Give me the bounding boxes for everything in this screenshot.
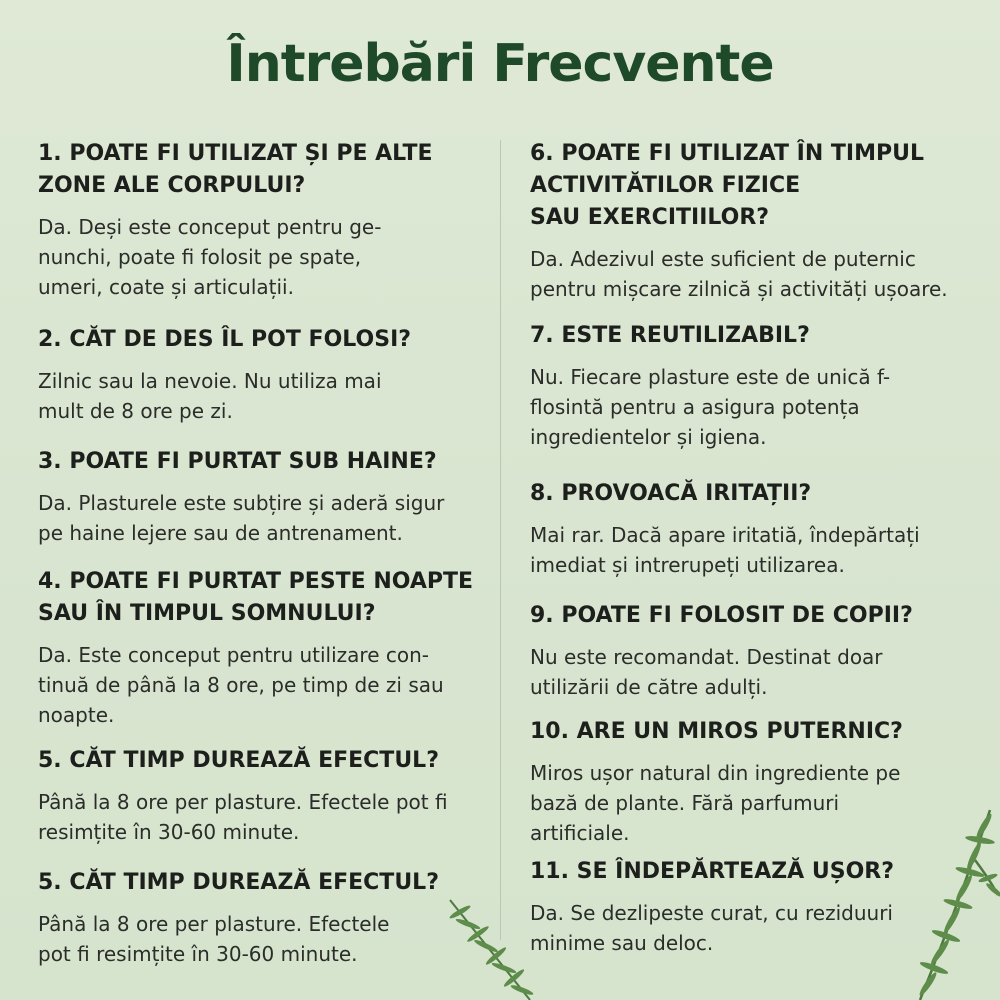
- rosemary-sprig-icon: [880, 800, 1000, 1000]
- faq-question: 11. SE ÎNDEPĂRTEAZĂ UȘOR?: [530, 859, 894, 884]
- faq-item-1: [38, 138, 488, 302]
- faq-item-5: [38, 745, 488, 847]
- faq-item-2: [38, 324, 488, 426]
- faq-answer: Da. Este conceput pentru utilizare con- tinuă de până la 8 ore, pe timp de zi sau noapte.: [38, 643, 444, 727]
- faq-item-4: [38, 566, 488, 730]
- faq-question: 2. CĂT DE DES ÎL POT FOLOSI?: [38, 327, 412, 352]
- faq-question: 5. CĂT TIMP DUREAZĂ EFECTUL?: [38, 748, 439, 773]
- faq-answer: Nu este recomandat. Destinat doar utilizării de către adulți.: [530, 645, 883, 699]
- faq-item-9: [530, 600, 980, 702]
- faq-question: 1. POATE FI UTILIZAT ȘI PE ALTE ZONE ALE CORPULUI?: [38, 141, 433, 198]
- faq-question: 4. POATE FI PURTAT PESTE NOAPTE SAU ÎN TIMPUL SOMNULUI?: [38, 569, 474, 626]
- page-title: Întrebări Frecvente: [226, 34, 774, 94]
- faq-item-8: [530, 478, 980, 580]
- faq-answer: Nu. Fiecare plasture este de unică f- flosintă pentru a asigura potența ingredientelor și igiena.: [530, 365, 891, 449]
- faq-answer: Da. Plasturele este subțire și aderă sigur pe haine lejere sau de antrenament.: [38, 491, 445, 545]
- faq-question: 3. POATE FI PURTAT SUB HAINE?: [38, 449, 437, 474]
- faq-answer: Mai rar. Dacă apare iritatiă, îndepărtați imediat și intrerupeți utilizarea.: [530, 523, 920, 577]
- faq-answer: Da. Se dezlipeste curat, cu reziduuri minime sau deloc.: [530, 901, 893, 955]
- faq-question: 10. ARE UN MIROS PUTERNIC?: [530, 719, 903, 744]
- faq-question: 5. CĂT TIMP DUREAZĂ EFECTUL?: [38, 870, 439, 895]
- faq-question: 9. POATE FI FOLOSIT DE COPII?: [530, 603, 913, 628]
- faq-question: 7. ESTE REUTILIZABIL?: [530, 323, 810, 348]
- faq-answer: Până la 8 ore per plasture. Efectele pot fi resimțite în 30-60 minute.: [38, 790, 448, 844]
- faq-answer: Da. Adezivul este suficient de puternic pentru mișcare zilnică și activități ușoare.: [530, 247, 948, 301]
- faq-answer: Până la 8 ore per plasture. Efectele pot fi resimțite în 30-60 minute.: [38, 912, 390, 966]
- faq-item-3: [38, 446, 488, 548]
- faq-item-7: [530, 320, 980, 452]
- faq-item-5-duplicate: [38, 867, 488, 969]
- faq-question: 6. POATE FI UTILIZAT ÎN TIMPUL ACTIVITĂTILOR FIZICE SAU EXERCITIILOR?: [530, 141, 924, 230]
- faq-item-6: [530, 138, 980, 304]
- faq-answer: Da. Deși este conceput pentru ge- nunchi, poate fi folosit pe spate, umeri, coate și articulații.: [38, 215, 382, 299]
- faq-question: 8. PROVOACĂ IRITAȚII?: [530, 481, 812, 506]
- column-divider: [500, 140, 501, 940]
- rosemary-sprig-icon: [430, 890, 550, 1000]
- faq-answer: Zilnic sau la nevoie. Nu utiliza mai mult de 8 ore pe zi.: [38, 369, 382, 423]
- faq-answer: Miros ușor natural din ingrediente pe bază de plante. Fără parfumuri artificiale.: [530, 761, 901, 845]
